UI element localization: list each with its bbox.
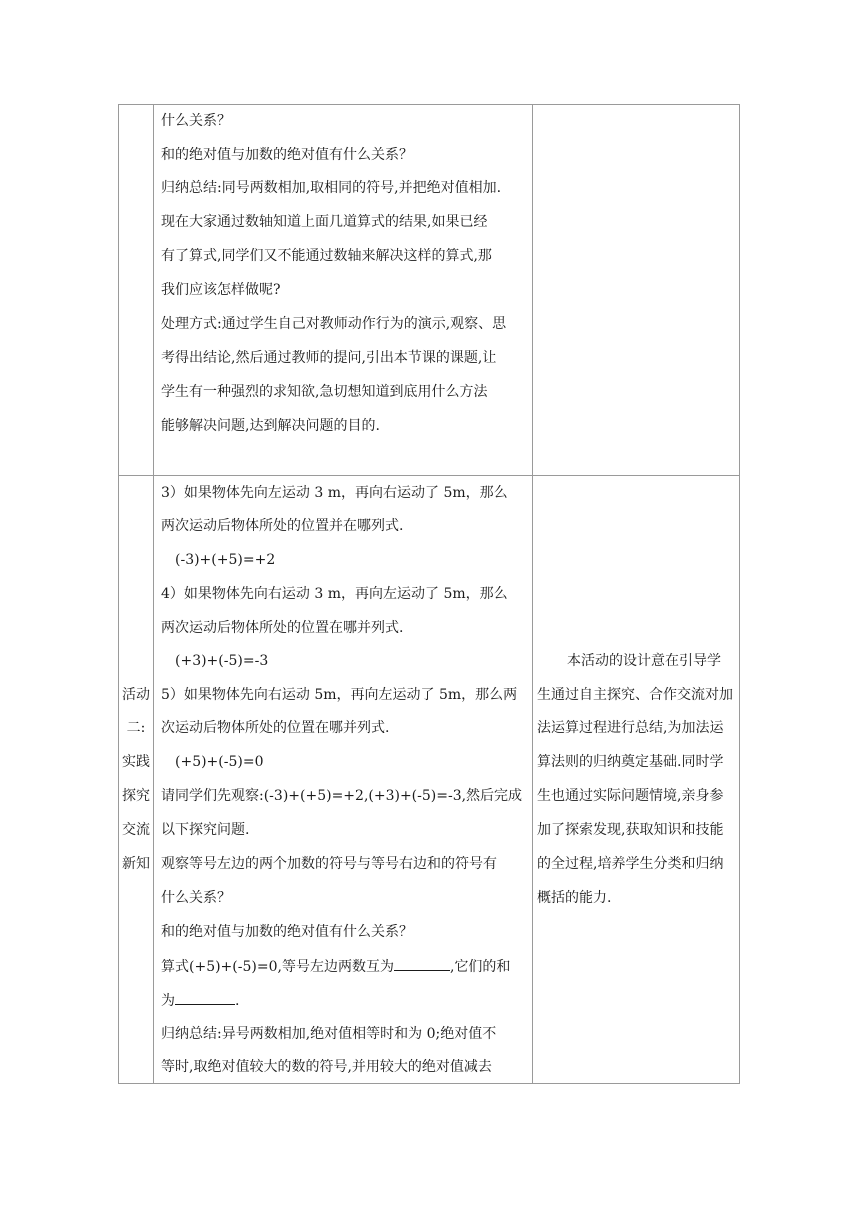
note-line: 本活动的设计意在引导学 (567, 653, 721, 669)
note-line: 生通过自主探究、合作交流对加 (537, 687, 733, 703)
activity-label-line: 交流 (122, 822, 150, 838)
text-line: 5）如果物体先向右运动 5m，再向左运动了 5m，那么两 (161, 687, 518, 703)
equation-line: (+3)+(-5)=-3 (175, 653, 269, 669)
activity-label-line: 探究 (122, 788, 150, 804)
fill-in-line-1 (161, 956, 510, 977)
text-line: 什么关系？ (161, 890, 231, 906)
text-line: 什么关系？ (161, 113, 231, 129)
left-border (118, 104, 119, 1084)
activity-label-line: 新知 (122, 856, 150, 872)
fill-in-text: ,它们的和 (449, 959, 511, 975)
fill-in-text: . (235, 993, 240, 1009)
activity-label-line: 活动 (122, 687, 150, 703)
text-line: 现在大家通过数轴知道上面几道算式的结果,如果已经 (161, 214, 488, 230)
text-line: 请同学们先观察:(-3)+(+5)=+2,(+3)+(-5)=-3,然后完成 (161, 788, 523, 804)
text-line: 以下探究问题. (161, 822, 250, 838)
text-line: 两次运动后物体所处的位置在哪并列式. (161, 620, 404, 636)
text-line: 3）如果物体先向左运动 3 m，再向右运动了 5m，那么 (161, 485, 508, 501)
text-line: 有了算式,同学们又不能通过数轴来解决这样的算式,那 (161, 248, 492, 264)
note-line: 法运算过程进行总结,为加法运 (537, 720, 724, 736)
text-line: 处理方式:通过学生自己对教师动作行为的演示,观察、思 (161, 316, 507, 332)
equation-line: (+5)+(-5)=0 (175, 754, 264, 770)
text-line: 次运动后物体所处的位置在哪并列式. (161, 720, 390, 736)
text-line: 学生有一种强烈的求知欲,急切想知道到底用什么方法 (161, 384, 488, 400)
fill-in-text: 为 (161, 993, 175, 1009)
bottom-border (118, 1083, 740, 1084)
text-line: 等时,取绝对值较大的数的符号,并用较大的绝对值减去 (161, 1059, 492, 1075)
text-line: 我们应该怎样做呢? (161, 282, 281, 298)
text-line: 两次运动后物体所处的位置并在哪列式. (161, 518, 404, 534)
text-line: 和的绝对值与加数的绝对值有什么关系？ (161, 147, 413, 163)
answer-blank (175, 990, 235, 1005)
text-line: 4）如果物体先向右运动 3 m，再向左运动了 5m，那么 (161, 586, 508, 602)
top-border (118, 104, 740, 105)
text-line: 观察等号左边的两个加数的符号与等号右边和的符号有 (161, 856, 497, 872)
answer-blank (394, 956, 450, 971)
note-line: 加了探索发现,获取知识和技能 (537, 822, 724, 838)
note-line: 生也通过实际问题情境,亲身参 (537, 788, 724, 804)
row-divider (118, 475, 740, 476)
text-line: 归纳总结:异号两数相加,绝对值相等时和为 0;绝对值不 (161, 1026, 497, 1042)
note-line: 算法则的归纳奠定基础.同时学 (537, 754, 724, 770)
col-divider-2 (532, 104, 533, 1084)
fill-in-line-2 (161, 990, 239, 1011)
text-line: 能够解决问题,达到解决问题的目的. (161, 418, 380, 434)
text-line: 归纳总结:同号两数相加,取相同的符号,并把绝对值相加. (161, 180, 502, 196)
equation-line: (-3)+(+5)=+2 (175, 552, 276, 568)
right-border (739, 104, 740, 1084)
text-line: 和的绝对值与加数的绝对值有什么关系？ (161, 924, 413, 940)
text-line: 考得出结论,然后通过教师的提问,引出本节课的课题,让 (161, 350, 497, 366)
note-line: 概括的能力. (537, 890, 612, 906)
col-divider-1 (153, 104, 154, 1084)
fill-in-text: 算式(+5)+(-5)=0,等号左边两数互为 (161, 959, 394, 975)
note-line: 的全过程,培养学生分类和归纳 (537, 856, 724, 872)
activity-label-line: 实践 (122, 754, 150, 770)
activity-label-line: 二: (126, 720, 146, 736)
